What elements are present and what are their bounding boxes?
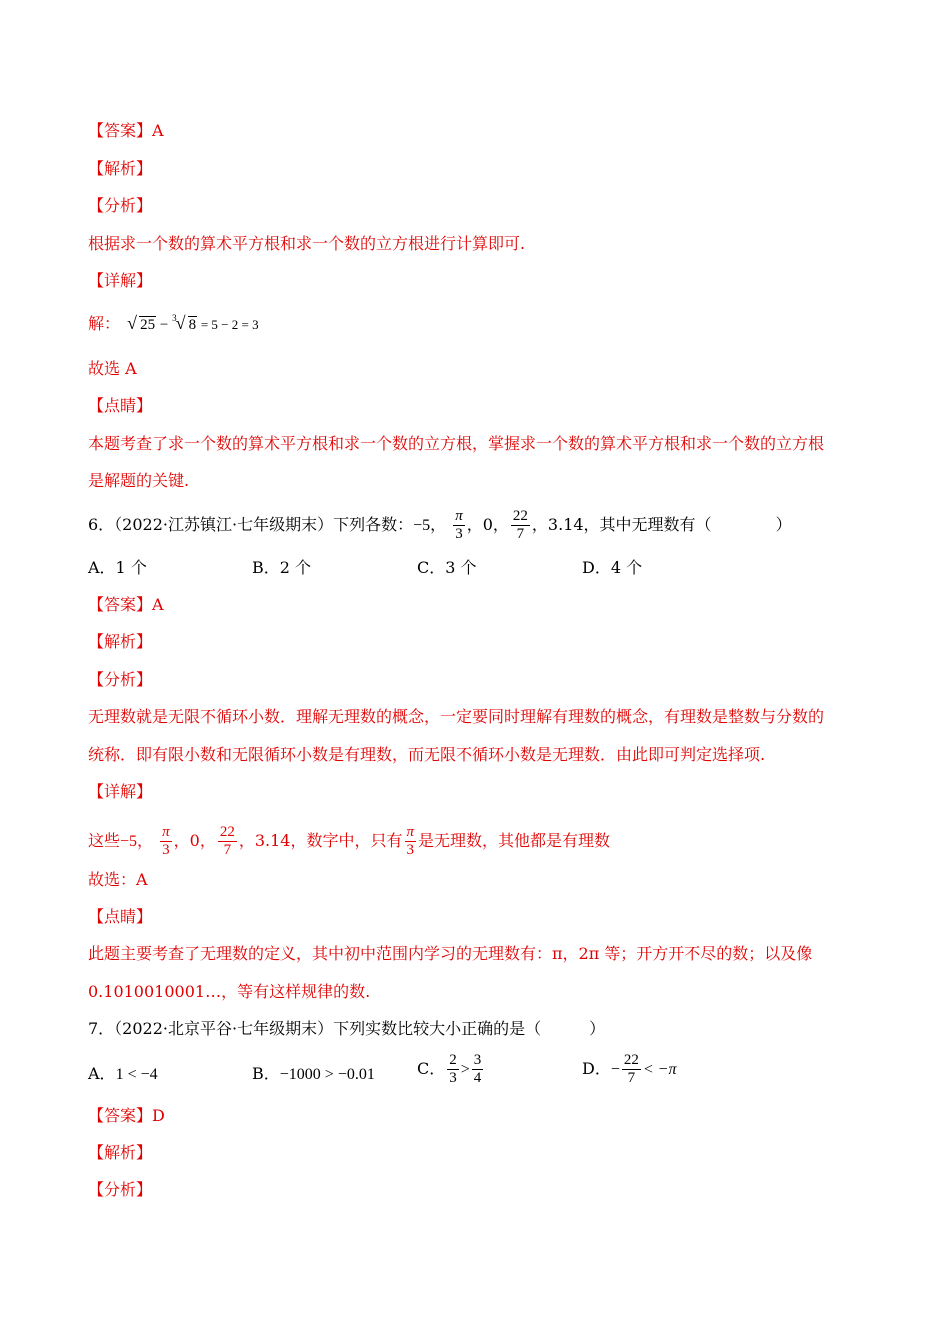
q7-option-c-fraction-2 — [472, 1052, 484, 1087]
q6-choose: 故选：A — [88, 870, 148, 889]
q7-option-b-label: B． — [252, 1064, 280, 1083]
q6-fenxi-heading: 【分析】 — [88, 670, 153, 689]
q6-detail-tail: 是无理数，其他都是有理数 — [418, 831, 611, 850]
q7-option-c-label: C． — [417, 1059, 446, 1078]
q6-answer: 【答案】A — [88, 595, 164, 614]
q6-analysis-line1: 无理数就是无限不循环小数．理解无理数的概念，一定要同时理解有理数的概念，有理数是整数与分数的 — [88, 707, 825, 726]
q5-result: = 5 − 2 = 3 — [200, 317, 259, 332]
q7-option-b-expr: −1000 > −0.01 — [279, 1066, 375, 1083]
q5-cbrt-index: 3 — [172, 313, 177, 323]
q6-option-a: A．1 个 — [88, 558, 147, 577]
q6-option-c: C．3 个 — [417, 558, 477, 577]
q5-dianjing-heading: 【点睛】 — [88, 396, 153, 415]
q6-detail-frac2-num: 22 — [219, 824, 235, 840]
q7-option-a-expr: 1 < −4 — [115, 1066, 158, 1083]
q7-option-d-label: D． — [582, 1059, 611, 1078]
q5-comment-line2: 是解题的关键. — [88, 471, 190, 490]
q6-stem-prefix: 6．（2022·江苏镇江·七年级期末）下列各数： — [88, 515, 414, 534]
q7-stem-close: ） — [589, 1019, 606, 1038]
q6-stem-sep1: ， — [430, 515, 447, 534]
q7-option-a-label: A． — [88, 1064, 116, 1083]
q6-detail-fraction-pi-3-b — [405, 824, 417, 859]
q6-stem-frac2-den: 7 — [516, 526, 525, 542]
q5-cbrt-arg: 8 — [188, 317, 197, 333]
q6-stem-frac1-den: 3 — [455, 526, 463, 542]
q5-minus: − — [159, 317, 169, 333]
q5-solution — [88, 314, 259, 336]
q7-option-d-minus: − — [610, 1061, 620, 1078]
q6-detail-fraction-pi-3 — [160, 824, 172, 859]
q5-fenxi-heading: 【分析】 — [88, 196, 153, 215]
q5-choose: 故选 A — [88, 359, 137, 378]
q7-option-c-f2-num: 3 — [473, 1052, 482, 1068]
q5-analysis: 根据求一个数的算术平方根和求一个数的立方根进行计算即可. — [88, 234, 526, 253]
q6-detail-frac1-num: π — [162, 824, 170, 840]
q7-option-d-fraction — [622, 1052, 641, 1087]
cbrt-symbol: √ 8 — [175, 313, 197, 333]
q6-detail-frac3-num: π — [406, 824, 415, 840]
q6-option-b: B．2 个 — [252, 558, 312, 577]
q6-comment-line1: 此题主要考查了无理数的定义，其中初中范围内学习的无理数有：π，2π 等；开方开不尽的数；以及像 — [88, 944, 813, 963]
q6-detail-n1: −5 — [120, 833, 138, 850]
q5-jiexi-heading: 【解析】 — [88, 159, 153, 178]
sqrt-symbol: √ 25 — [127, 313, 156, 333]
q7-stem-text: 7．（2022·北京平谷·七年级期末）下列实数比较大小正确的是（ — [88, 1019, 542, 1038]
q6-stem-n1: −5 — [413, 517, 431, 534]
q6-stem-frac1-num: π — [455, 508, 463, 524]
q6-stem-sep2: ，0， — [466, 515, 509, 534]
q7-answer: 【答案】D — [88, 1106, 165, 1125]
q7-option-d — [582, 1052, 676, 1087]
q7-option-a — [88, 1064, 158, 1085]
q6-detail-prefix: 这些 — [88, 831, 121, 850]
q7-option-c-f1-num: 2 — [449, 1052, 457, 1068]
q7-option-c-f1-den: 3 — [449, 1070, 457, 1086]
q6-stem — [88, 508, 792, 543]
q5-answer: 【答案】A — [88, 121, 164, 140]
q5-solution-prefix: 解： — [88, 314, 121, 333]
q7-stem — [88, 1019, 605, 1039]
q6-detail-fraction-22-7 — [218, 824, 237, 859]
q5-solution-expression — [125, 313, 259, 333]
q6-detail-sep2: ，0， — [173, 831, 216, 850]
q6-analysis-line2: 统称．即有限小数和无限循环小数是有理数，而无限不循环小数是无理数．由此即可判定选择项. — [88, 745, 766, 764]
q6-comment-line2: 0.1010010001…，等有这样规律的数. — [88, 982, 371, 1001]
q6-detail — [88, 824, 610, 859]
q6-xiangjie-heading: 【详解】 — [88, 782, 153, 801]
q7-option-d-num: 22 — [623, 1052, 639, 1068]
q6-detail-frac3-den: 3 — [406, 842, 414, 858]
q5-comment-line1: 本题考查了求一个数的算术平方根和求一个数的立方根，掌握求一个数的算术平方根和求一个数的立方根 — [88, 434, 825, 453]
q5-xiangjie-heading: 【详解】 — [88, 271, 153, 290]
q6-jiexi-heading: 【解析】 — [88, 632, 153, 651]
q6-stem-close: ） — [775, 515, 792, 534]
q6-dianjing-heading: 【点睛】 — [88, 907, 153, 926]
q7-option-d-rest: < −π — [642, 1061, 677, 1078]
q6-stem-fraction-22-7 — [511, 508, 530, 543]
q7-option-c — [417, 1052, 485, 1087]
q6-option-d: D．4 个 — [582, 558, 643, 577]
q6-detail-mid: ，3.14，数字中，只有 — [238, 831, 403, 850]
q6-detail-frac1-den: 3 — [162, 842, 170, 858]
q6-stem-frac2-num: 22 — [512, 508, 528, 524]
q5-sqrt-arg: 25 — [140, 317, 156, 333]
q7-option-b — [252, 1064, 375, 1085]
q6-detail-frac2-den: 7 — [223, 842, 232, 858]
q7-option-c-fraction-1 — [447, 1052, 459, 1087]
q7-option-c-op: > — [460, 1061, 470, 1078]
q6-detail-sep1: ， — [137, 831, 154, 850]
q7-option-c-f2-den: 4 — [473, 1070, 482, 1086]
q6-stem-tail: ，3.14，其中无理数有（ — [531, 515, 712, 534]
q6-stem-fraction-pi-3 — [453, 508, 465, 543]
q7-fenxi-heading: 【分析】 — [88, 1180, 153, 1199]
q7-option-d-den: 7 — [627, 1070, 636, 1086]
q7-jiexi-heading: 【解析】 — [88, 1143, 153, 1162]
